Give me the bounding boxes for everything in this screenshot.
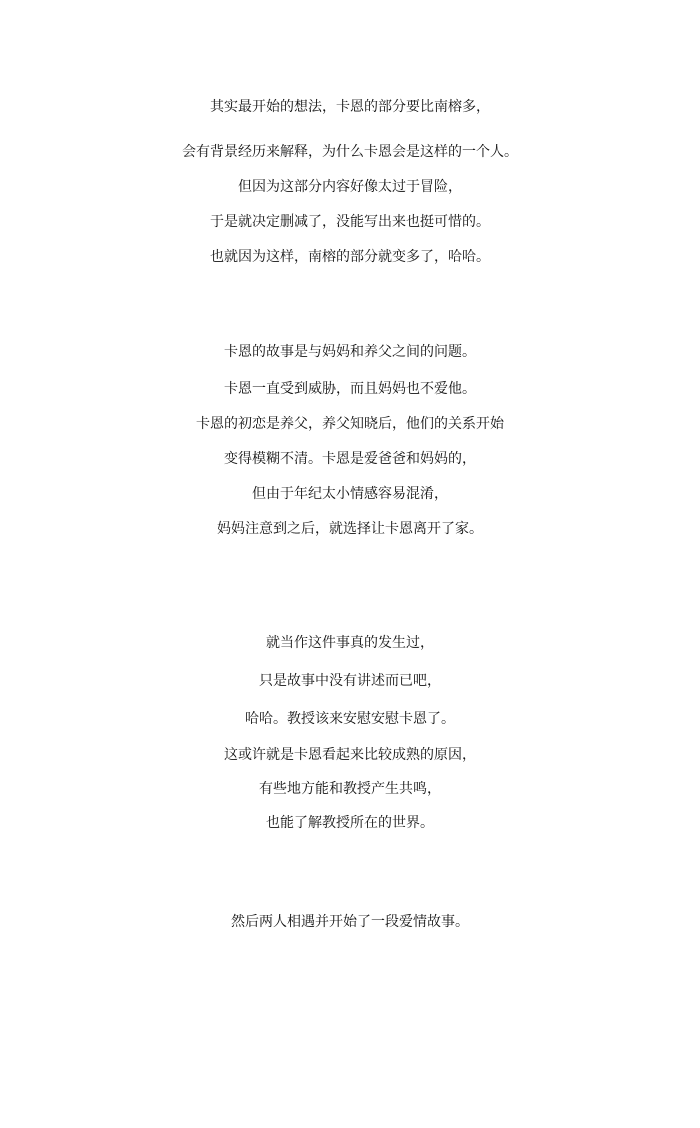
paragraph-3-line-4: 这或许就是卡恩看起来比较成熟的原因，: [224, 747, 476, 763]
paragraph-3-line-3: 哈哈。教授该来安慰安慰卡恩了。: [245, 711, 455, 727]
paragraph-2-line-1: 卡恩的故事是与妈妈和养父之间的问题。: [224, 344, 476, 360]
paragraph-3-line-6: 也能了解教授所在的世界。: [266, 815, 434, 831]
paragraph-3-line-1: 就当作这件事真的发生过，: [266, 635, 434, 651]
paragraph-1-line-3: 但因为这部分内容好像太过于冒险，: [238, 179, 462, 195]
paragraph-1-line-4: 于是就决定删减了，没能写出来也挺可惜的。: [210, 214, 490, 230]
paragraph-2-line-6: 妈妈注意到之后，就选择让卡恩离开了家。: [217, 521, 483, 537]
paragraph-3-line-5: 有些地方能和教授产生共鸣，: [259, 781, 441, 797]
paragraph-4-line-1: 然后两人相遇并开始了一段爱情故事。: [231, 914, 469, 930]
paragraph-2-line-5: 但由于年纪太小情感容易混淆，: [252, 486, 448, 502]
paragraph-3-line-2: 只是故事中没有讲述而已吧，: [259, 673, 441, 689]
paragraph-1-line-5: 也就因为这样，南榕的部分就变多了，哈哈。: [210, 249, 490, 265]
paragraph-2-line-4: 变得模糊不清。卡恩是爱爸爸和妈妈的，: [224, 451, 476, 467]
paragraph-2-line-3: 卡恩的初恋是养父，养父知晓后，他们的关系开始: [196, 416, 504, 432]
paragraph-1-line-1: 其实最开始的想法，卡恩的部分要比南榕多，: [210, 99, 490, 115]
paragraph-2-line-2: 卡恩一直受到威胁，而且妈妈也不爱他。: [224, 381, 476, 397]
paragraph-1-line-2: 会有背景经历来解释，为什么卡恩会是这样的一个人。: [182, 144, 518, 160]
